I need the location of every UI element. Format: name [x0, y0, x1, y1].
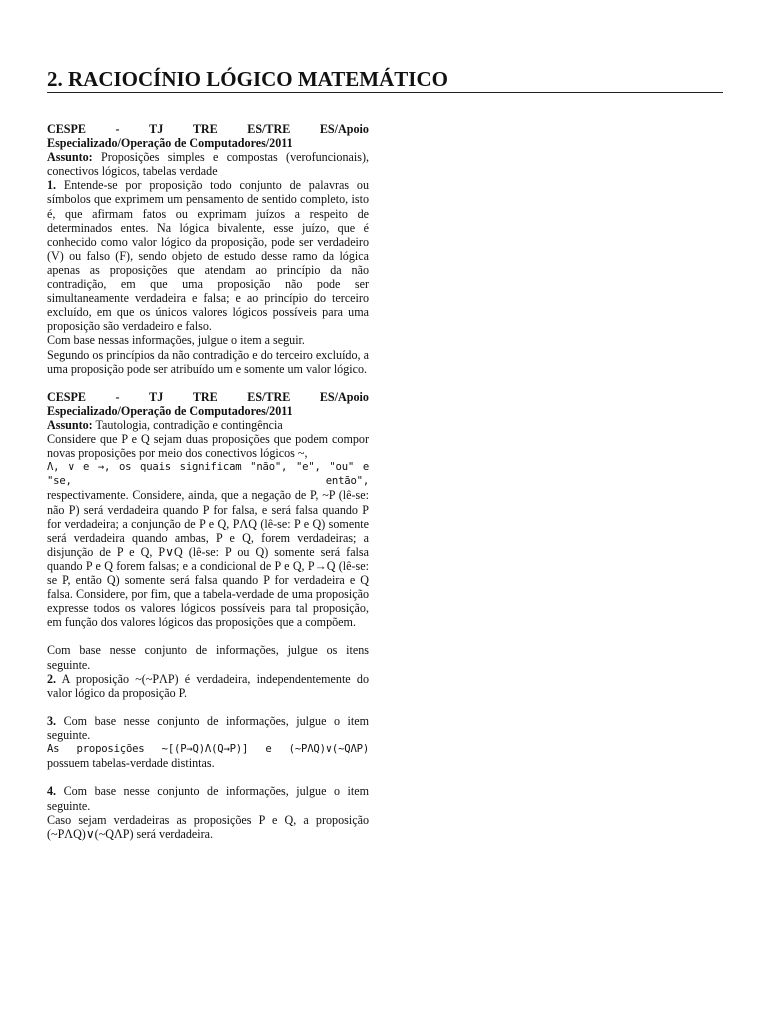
q2-intro-line1: Considere que P e Q sejam duas proposições que podem compor novas proposições por meio dos conectivos lógicos ~,	[47, 432, 369, 461]
q2-header-word: TJ	[149, 389, 164, 404]
q2-header-word: CESPE	[47, 389, 86, 404]
q2-intro-connectives: Λ, ∨ e →, os quais significam "não", "e", "ou" e "se, então",	[47, 461, 369, 488]
q1-subject-label: Assunto:	[47, 150, 93, 165]
q1-subject-text: Proposições simples e compostas (verofuncionais), conectivos lógicos, tabelas verdade	[47, 150, 369, 179]
q2-header-word: ES/TRE	[247, 389, 291, 404]
q1-source-header-line2: Especializado/Operação de Computadores/2011	[47, 136, 293, 151]
q1-body-text: Entende-se por proposição todo conjunto de palavras ou símbolos que exprimem um pensamento de sentido completo, isto é, que afirmam fatos ou exprimam juízos a respeito de determinados entes. Na lógica bivalente, esse juízo, que é conhecido como valor lógico da proposição, pode ser verdadeiro (V) ou falso (F), sendo objeto de estudo desse ramo da lógica apenas as proposições que atendam ao princípio da não contradição, em que uma proposição não pode ser simultaneamente verdadeira e falsa; e ao princípio do terceiro excluído, em que os únicos valores lógicos possíveis para uma proposição são verdadeiro e falso.	[47, 178, 369, 334]
content-column	[47, 122, 369, 841]
q2-header-word: -	[115, 389, 120, 404]
q1-subject	[47, 150, 369, 178]
q2-item3-instruction	[47, 714, 369, 742]
q1-instruction: Com base nessas informações, julgue o item a seguir.	[47, 333, 305, 348]
q2-item4-instruction-text: Com base nesse conjunto de informações, julgue o item seguinte.	[47, 784, 369, 813]
q1-item: Segundo os princípios da não contradição e do terceiro excluído, a uma proposição pode ser atribuído um e somente um valor lógico.	[47, 347, 369, 376]
q2-item2	[47, 672, 369, 700]
q2-subject-text: Tautologia, contradição e contingência	[92, 417, 283, 432]
q2-source-header	[47, 390, 369, 404]
q1-header-word: TRE	[192, 122, 218, 136]
q1-header-word: ES/Apoio	[319, 122, 369, 136]
q2-header-word: TRE	[192, 389, 218, 404]
q2-item4-instruction	[47, 784, 369, 812]
q1-number: 1.	[47, 178, 57, 193]
q1-source-header	[47, 122, 369, 136]
q1-header-word: ES/TRE	[247, 122, 291, 136]
q2-item4-text: Caso sejam verdadeiras as proposições P e Q, a proposição (~PΛQ)∨(~QΛP) será verdadeira.	[47, 812, 369, 841]
q2-intro-rest: respectivamente. Considere, ainda, que a negação de P, ~P (lê-se: não P) será verdadeira quando P for falsa, e será falsa quando P for verdadeira; a conjunção de P e Q, PΛQ (lê-se: P e Q) somente será verdadeira quando ambas, P e Q, forem verdadeiras; a disjunção de P e Q, P∨Q (lê-se: P ou Q) somente será falsa quando P e Q forem falsas; e a condicional de P e Q, P→Q (lê-se: se P, então Q) somente será falsa quando P for verdadeira e Q falsa. Considere, por fim, que a tabela-verdade de uma proposição expresse todos os valores lógicos possíveis para tal proposição, em função dos valores lógicos das proposições que a compõem.	[47, 488, 369, 630]
q2-item3-propositions: As proposições ~[(P→Q)Λ(Q→P)] e (~PΛQ)∨(~QΛP)	[47, 743, 369, 756]
q2-item2-number: 2.	[47, 671, 57, 686]
q2-item2-text: A proposição ~(~PΛP) é verdadeira, independentemente do valor lógico da proposição P.	[47, 671, 369, 700]
q2-subject-label: Assunto:	[47, 417, 93, 432]
q1-header-word: -	[115, 122, 120, 136]
page-title: 2. RACIOCÍNIO LÓGICO MATEMÁTICO	[47, 66, 723, 93]
q1-header-word: CESPE	[47, 122, 86, 136]
q2-header-word: ES/Apoio	[319, 389, 369, 404]
q1-header-word: TJ	[149, 122, 164, 136]
q2-instruction: Com base nesse conjunto de informações, julgue os itens seguinte.	[47, 643, 369, 672]
q2-item4-number: 4.	[47, 784, 57, 799]
q2-item3-number: 3.	[47, 713, 57, 728]
q2-item3-rest: possuem tabelas-verdade distintas.	[47, 756, 215, 771]
q2-item3-instruction-text: Com base nesse conjunto de informações, julgue o item seguinte.	[47, 713, 369, 743]
q2-subject	[47, 418, 369, 432]
q2-source-header-line2: Especializado/Operação de Computadores/2011	[47, 403, 293, 418]
q1-body	[47, 178, 369, 333]
